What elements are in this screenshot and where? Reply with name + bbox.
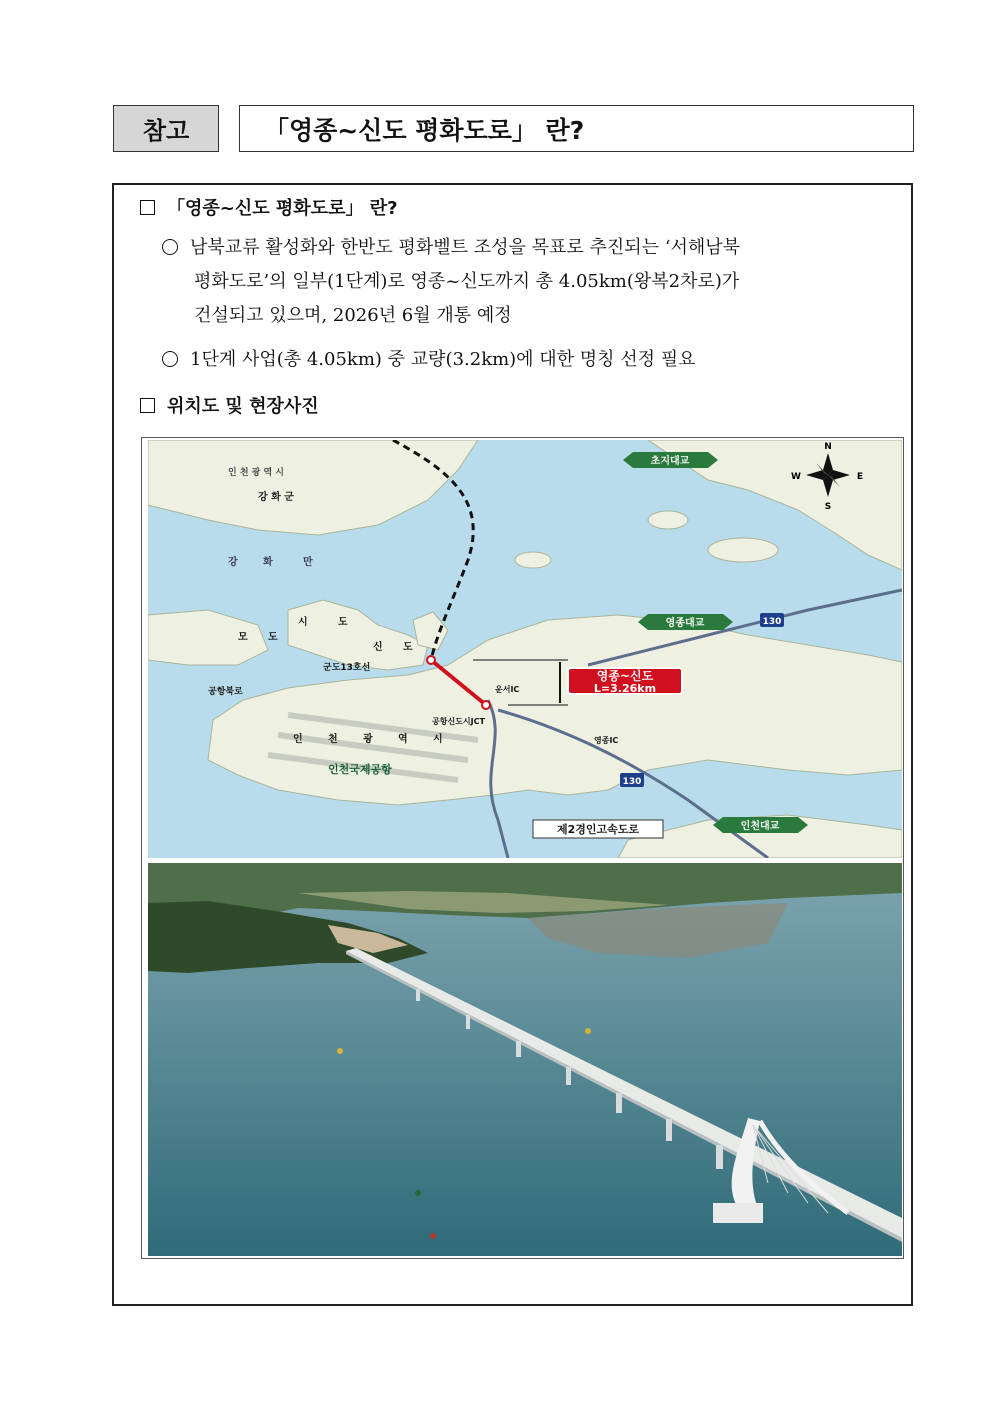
incheon-mid-2: 천 [328, 734, 338, 745]
section-heading-location [140, 392, 319, 418]
incheon-mid-1: 인 [293, 734, 303, 745]
island [515, 552, 551, 568]
incheon-mid-5: 시 [433, 734, 443, 745]
bullet-1-line-1: 남북교류 활성화와 한반도 평화벨트 조성을 목표로 추진되는 ‘서해남북 [190, 237, 741, 258]
site-photo [148, 863, 902, 1256]
section-heading-text: 위치도 및 현장사진 [167, 396, 319, 417]
sido-label-2: 도 [338, 617, 348, 628]
section-heading-overview [140, 194, 398, 220]
sindo-label-2: 도 [403, 642, 413, 653]
sido-label-1: 시 [298, 617, 308, 628]
incheon-mid-3: 광 [363, 734, 373, 745]
callout-title: 영종~신도 [596, 669, 654, 683]
yeongjong-ic-label: 영종IC [594, 736, 619, 745]
ganghwa-label: 강 화 군 [258, 492, 294, 503]
compass-s: S [824, 502, 832, 512]
incheon-mid-4: 역 [398, 734, 408, 745]
route13-label: 군도13호선 [323, 663, 371, 673]
gangwha-bay-3: 만 [303, 557, 313, 568]
route-shield-label: 130 [762, 617, 782, 627]
compass-w: W [791, 472, 801, 482]
bullet-1-line-2: 평화도로’의 일부(1단계)로 영종~신도까지 총 4.05km(왕복2차로)가 [194, 271, 740, 292]
gangwha-bay-2: 화 [263, 557, 273, 568]
circle-bullet-icon [162, 239, 178, 255]
modo-label-2: 도 [268, 632, 278, 643]
page-title: 「영종~신도 평화도로」 란? [239, 105, 914, 152]
route-start-marker [427, 656, 435, 664]
gangwha-bay-1: 강 [228, 557, 238, 568]
bridge-incheon-label: 인천대교 [740, 821, 780, 832]
bullet-2-line-1: 1단계 사업(총 4.05km) 중 교량(3.2km)에 대한 명칭 선정 필요 [190, 349, 696, 370]
bullet-1-line-3: 건설되고 있으며, 2026년 6월 개통 예정 [194, 305, 512, 326]
bridge-aerial-photo [148, 863, 902, 1256]
circle-bullet-icon [162, 351, 178, 367]
incheon-label-top: 인 천 광 역 시 [228, 468, 285, 478]
bullet-paragraph-2 [162, 343, 904, 377]
jct-label: 공항신도시JCT [432, 717, 485, 726]
route-shield-130-north [760, 613, 784, 627]
square-bullet-icon [140, 398, 155, 413]
square-bullet-icon [140, 200, 155, 215]
unseo-ic-label: 운서IC [495, 685, 520, 694]
reference-tag: 참고 [113, 105, 219, 152]
bridge-yeongjong-label: 영종대교 [665, 618, 705, 629]
compass-n: N [824, 442, 832, 452]
location-map [148, 440, 902, 858]
bridge-sign-yeongjong [638, 614, 733, 630]
callout-length: L=3.26km [593, 682, 657, 695]
expressway-label: 제2경인고속도로 [556, 823, 640, 836]
route-shield-label: 130 [622, 777, 642, 787]
bridge-sign-jojit [623, 452, 718, 468]
sindo-label-1: 신 [373, 642, 383, 653]
bridge-jojit-label: 초지대교 [650, 456, 690, 467]
airport-label: 인천국제공항 [328, 763, 392, 776]
island [648, 511, 688, 529]
route-end-marker [482, 701, 490, 709]
island [708, 538, 778, 562]
bullet-paragraph-1 [162, 231, 904, 333]
bridge-sign-incheon [713, 817, 808, 833]
location-map-svg [148, 440, 902, 858]
route-shield-130-south [620, 773, 644, 787]
airport-north-label: 공항북로 [208, 687, 243, 697]
modo-label-1: 모 [238, 632, 248, 643]
section-heading-text: 「영종~신도 평화도로」 란? [167, 198, 398, 219]
compass-e: E [856, 472, 864, 482]
